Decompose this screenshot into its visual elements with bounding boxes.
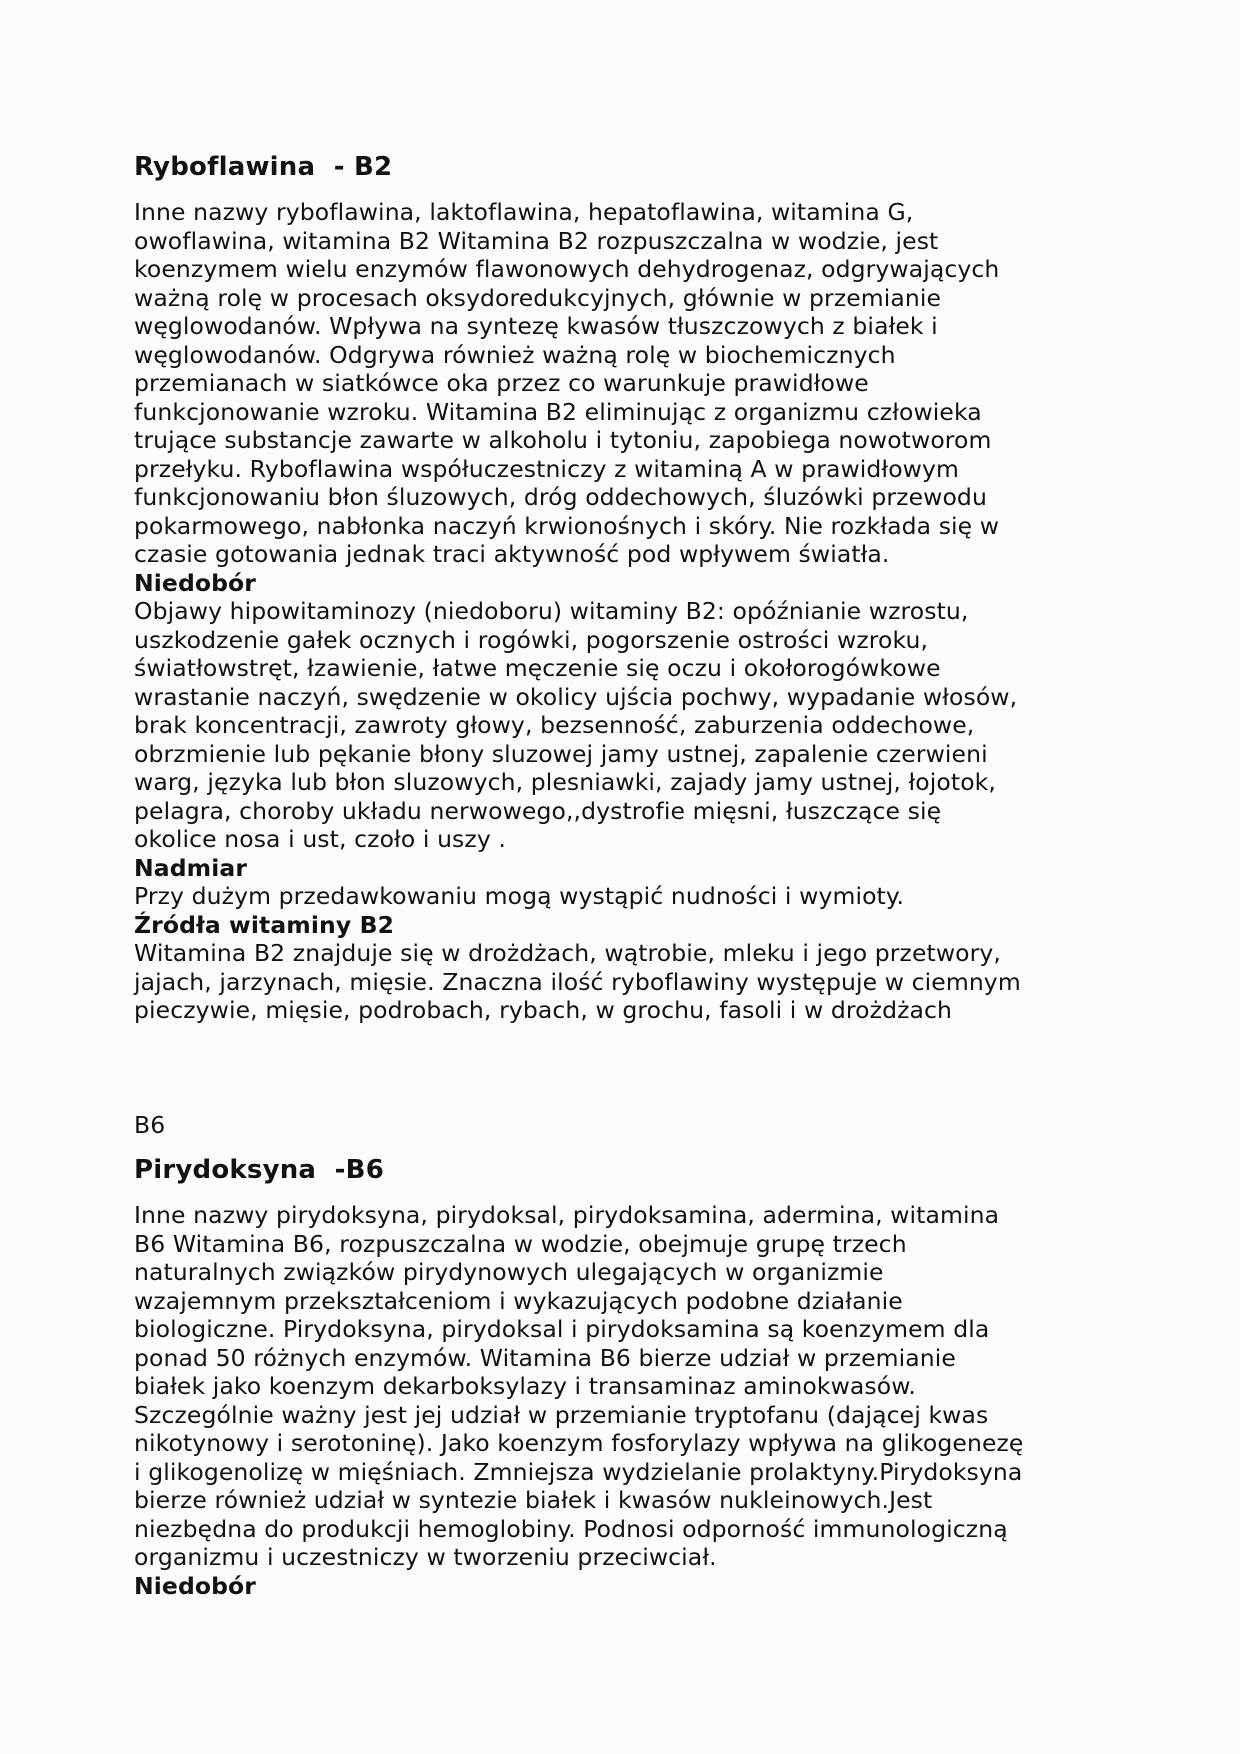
text-line: białek jako koenzym dekarboksylazy i transaminaz aminokwasów. [134, 1372, 916, 1400]
text-line: Witamina B2 znajduje się w drożdżach, wątrobie, mleku i jego przetwory, [134, 939, 1001, 967]
text-line: Przy dużym przedawkowaniu mogą wystąpić nudności i wymioty. [134, 882, 905, 910]
text-line: Inne nazwy pirydoksyna, pirydoksal, pirydoksamina, adermina, witamina [134, 1201, 1000, 1229]
text-line: warg, języka lub błon sluzowych, plesniawki, zajady jamy ustnej, łojotok, [134, 768, 996, 796]
text-line: organizmu i uczestniczy w tworzeniu przeciwciał. [134, 1543, 717, 1571]
text-line: owoflawina, witamina B2 Witamina B2 rozpuszczalna w wodzie, jest [134, 226, 939, 255]
text-line: węglowodanów. Odgrywa również ważną rolę w biochemicznych [134, 340, 896, 369]
text-line: bierze również udział w syntezie białek i kwasów nukleinowych.Jest [134, 1486, 933, 1514]
text-line: biologiczne. Pirydoksyna, pirydoksal i pirydoksamina są koenzymem dla [134, 1315, 990, 1343]
paragraph [134, 597, 1150, 854]
text-line: funkcjonowanie wzroku. Witamina B2 eliminując z organizmu człowieka [134, 397, 982, 426]
section-title: Pirydoksyna -B6 [134, 1155, 384, 1185]
text-line: B6 Witamina B6, rozpuszczalna w wodzie, obejmuje grupę trzech [134, 1229, 907, 1258]
text-line: Inne nazwy ryboflawina, laktoflawina, hepatoflawina, witamina G, [134, 198, 914, 226]
text-line: światłowstręt, łzawienie, łatwe męczenie się oczu i okołorogówkowe [134, 654, 941, 682]
text-line: ponad 50 różnych enzymów. Witamina B6 bierze udział w przemianie [134, 1343, 956, 1372]
text-line: i glikogenolizę w mięśniach. Zmniejsza wydzielanie prolaktyny.Pirydoksyna [134, 1457, 1023, 1486]
spacer [134, 1025, 1150, 1111]
subheading: Nadmiar [134, 853, 248, 882]
text-line: trujące substancje zawarte w alkoholu i tytoniu, zapobiega nowotworom [134, 426, 992, 454]
text-line: nikotynowy i serotoninę). Jako koenzym fosforylazy wpływa na glikogenezę [134, 1429, 1024, 1457]
paragraph [134, 198, 1150, 569]
text-line: obrzmienie lub pękanie błony sluzowej jamy ustnej, zapalenie czerwieni [134, 739, 988, 768]
subheading: Źródła witaminy B2 [134, 910, 395, 939]
text-line: przełyku. Ryboflawina współuczestniczy z witaminą A w prawidłowym [134, 454, 960, 483]
text-line: ważną rolę w procesach oksydoredukcyjnych, głównie w przemianie [134, 283, 942, 312]
text-line: Objawy hipowitaminozy (niedoboru) witaminy B2: opóźnianie wzrostu, [134, 597, 969, 625]
text-line: koenzymem wielu enzymów flawonowych dehydrogenaz, odgrywających [134, 255, 1000, 283]
section-title: Ryboflawina - B2 [134, 152, 393, 182]
text-line: jajach, jarzynach, mięsie. Znaczna ilość ryboflawiny występuje w ciemnym [134, 967, 1021, 996]
text-line: pokarmowego, nabłonka naczyń krwionośnych i skóry. Nie rozkłada się w [134, 511, 1000, 540]
text-line: funkcjonowaniu błon śluzowych, dróg oddechowych, śluzówki przewodu [134, 483, 987, 511]
text-line: wrastanie naczyń, swędzenie w okolicy ujścia pochwy, wypadanie włosów, [134, 682, 1018, 711]
text-line: B6 [134, 1110, 166, 1139]
text-line: wzajemnym przekształceniom i wykazujących podobne działanie [134, 1286, 903, 1315]
subheading: Niedobór [134, 1571, 256, 1600]
subheading: Niedobór [134, 568, 256, 597]
text-line: brak koncentracji, zawroty głowy, bezsenność, zaburzenia oddechowe, [134, 711, 975, 739]
text-line: węglowodanów. Wpływa na syntezę kwasów tłuszczowych z białek i [134, 312, 938, 340]
text-line: czasie gotowania jednak traci aktywność pod wpływem światła. [134, 540, 890, 568]
text-line: Szczególnie ważny jest jej udział w przemianie tryptofanu (dającej kwas [134, 1400, 989, 1429]
text-line: uszkodzenie gałek ocznych i rogówki, pogorszenie ostrości wzroku, [134, 625, 929, 654]
text-line: pelagra, choroby układu nerwowego,,dystrofie mięsni, łuszczące się [134, 796, 942, 825]
paragraph [134, 1201, 1150, 1572]
text-line: naturalnych związków pirydynowych ulegających w organizmie [134, 1258, 884, 1286]
text-line: okolice nosa i ust, czoło i uszy . [134, 825, 506, 853]
text-line: niezbędna do produkcji hemoglobiny. Podnosi odporność immunologiczną [134, 1514, 1008, 1543]
text-line: pieczywie, mięsie, podrobach, rybach, w grochu, fasoli i w drożdżach [134, 996, 953, 1024]
paragraph [134, 882, 1150, 911]
paragraph [134, 939, 1150, 1025]
text-line: przemianach w siatkówce oka przez co warunkuje prawidłowe [134, 369, 869, 397]
